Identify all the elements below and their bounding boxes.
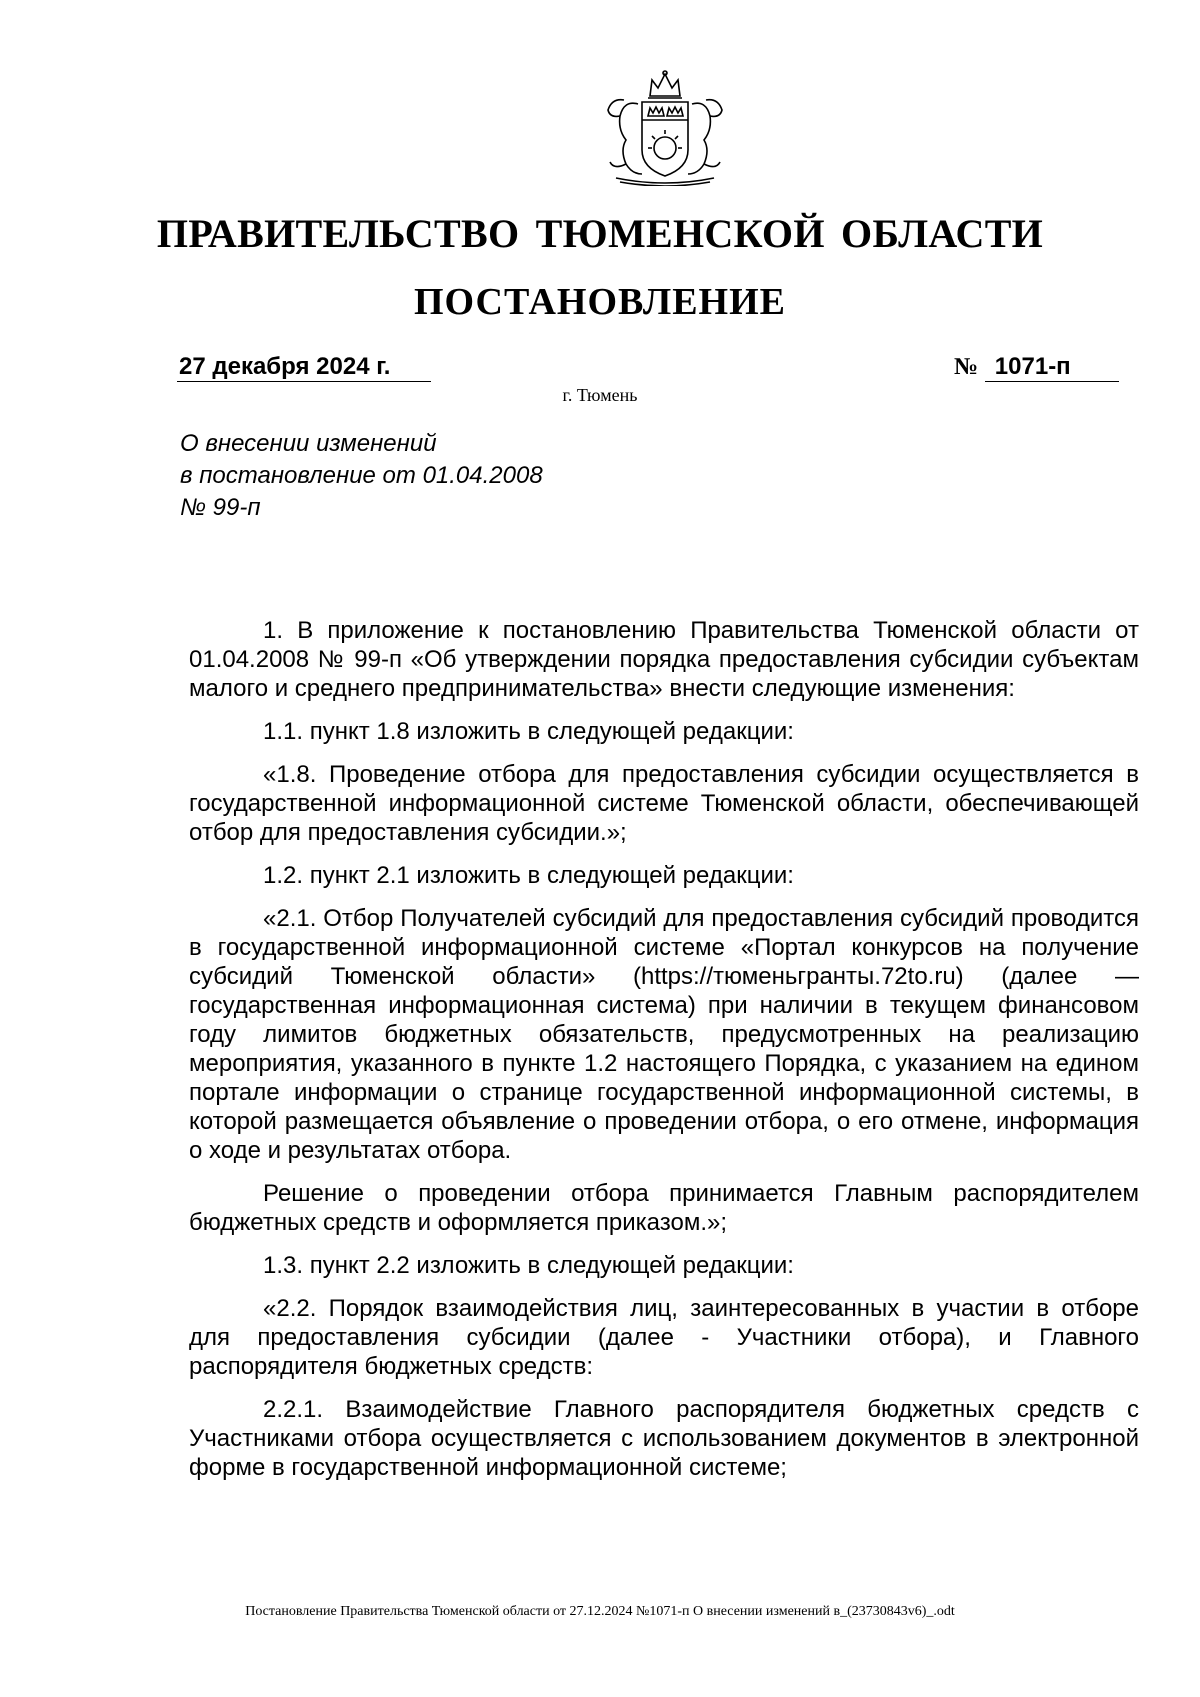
document-body: [189, 616, 1139, 1496]
body-paragraph: «2.1. Отбор Получателей субсидий для предоставления субсидий проводится в государственной информационной системе «Портал конкурсов на получение субсидий Тюменской области» (https://тюменьгранты.72to.ru) (далее — государственная информационная система) при наличии в текущем финансовом году лимитов бюджетных обязательств, предусмотренных на реализацию мероприятия, указанного в пункте 1.2 настоящего Порядка, с указанием на едином портале информации о странице государственной информационной системы, в которой размещается объявление о проведении отбора, о его отмене, информация о ходе и результатах отбора.: [189, 905, 1139, 1164]
document-number-field: [954, 353, 1134, 382]
document-type: ПОСТАНОВЛЕНИЕ: [413, 281, 787, 323]
subject-line: № 99-п: [180, 494, 261, 521]
subject-line: О внесении изменений: [180, 430, 437, 457]
subject-line: в постановление от 01.04.2008: [180, 462, 543, 489]
body-paragraph: 2.2.1. Взаимодействие Главного распорядителя бюджетных средств с Участниками отбора осуществляется с использованием документов в электронной форме в государственной информационной системе;: [189, 1396, 1139, 1481]
body-paragraph: 1.2. пункт 2.1 изложить в следующей редакции:: [263, 862, 794, 889]
body-paragraph: Решение о проведении отбора принимается Главным распорядителем бюджетных средств и оформляется приказом.»;: [189, 1180, 1139, 1236]
organization-title: ПРАВИТЕЛЬСТВО ТЮМЕНСКОЙ ОБЛАСТИ: [156, 211, 1044, 256]
document-number: 1071-п: [985, 353, 1119, 382]
coat-of-arms-icon: [590, 70, 740, 186]
body-paragraph: «2.2. Порядок взаимодействия лиц, заинтересованных в участии в отборе для предоставления субсидии (далее - Участники отбора), и Главного распорядителя бюджетных средств:: [189, 1295, 1139, 1380]
body-paragraph: «1.8. Проведение отбора для предоставления субсидии осуществляется в государственной информационной системе Тюменской области, обеспечивающей отбор для предоставления субсидии.»;: [189, 761, 1139, 846]
page-footer: Постановление Правительства Тюменской области от 27.12.2024 №1071-п О внесении изменений в_(23730843v6)_.odt: [245, 1604, 955, 1619]
number-sign: №: [954, 354, 979, 380]
body-paragraph: 1. В приложение к постановлению Правительства Тюменской области от 01.04.2008 № 99-п «Об утверждении порядка предоставления субсидии субъектам малого и среднего предпринимательства» внести следующие изменения:: [189, 617, 1139, 702]
body-paragraph: 1.3. пункт 2.2 изложить в следующей редакции:: [263, 1252, 794, 1279]
city-label: г. Тюмень: [562, 385, 638, 405]
body-paragraph: 1.1. пункт 1.8 изложить в следующей редакции:: [263, 718, 794, 745]
document-subject: [180, 428, 543, 524]
document-date: 27 декабря 2024 г.: [177, 353, 431, 382]
